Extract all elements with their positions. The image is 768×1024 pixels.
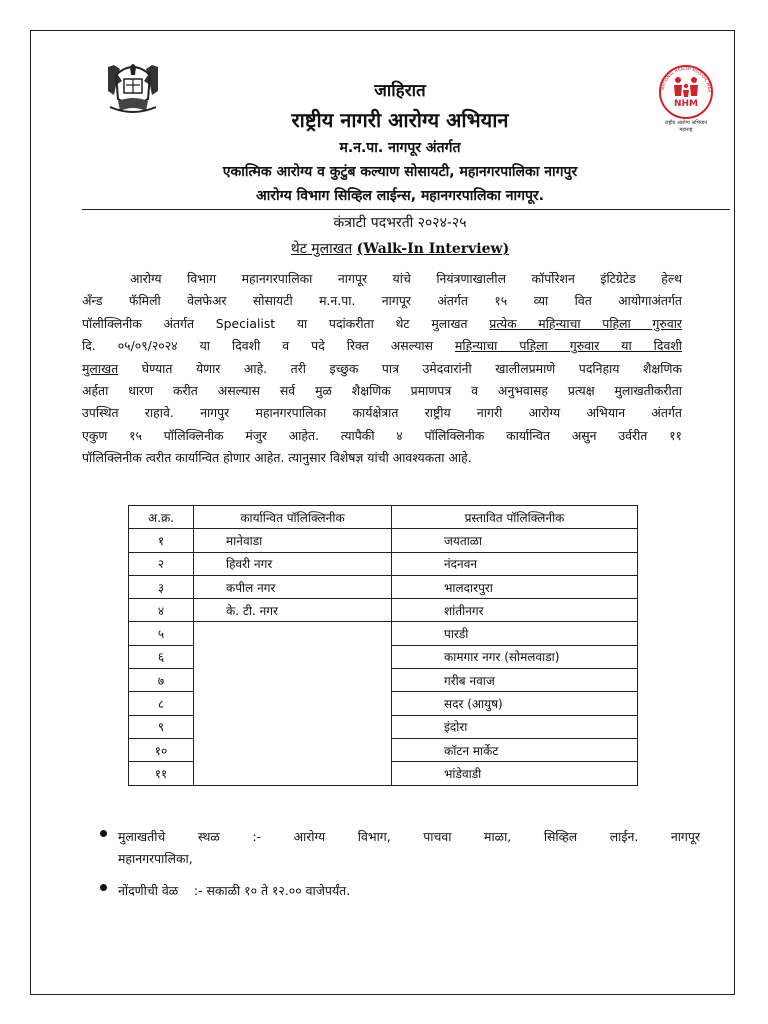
table-cell: इंदोरा [392,715,638,738]
table-cell: सदर (आयुष) [392,692,638,715]
interview-title-en: (Walk-In Interview) [356,241,510,257]
table-cell: ३ [129,575,194,598]
table-row [129,552,638,575]
bullet-line: नोंदणीची वेळ :- सकाळी १० ते १२.०० वाजेपर्यंत. [118,883,351,898]
bullet-dot-icon [100,884,107,891]
bullet-dot-icon [100,830,107,837]
body-text: पॉलीक्लिनीक अंतर्गत Specialist या पदांकरीता थेट मुलाखत [82,315,490,331]
table-cell: मानेवाडा [194,529,392,552]
table-cell: ७ [129,669,194,692]
table-cell: हिवरी नगर [194,552,392,575]
body-text: दि. ०५/०९/२०२४ या दिवशी व पदे रिक्त असल्यास [82,338,456,354]
interview-title-mr: थेट मुलाखत [290,241,353,257]
table-cell: भालदारपुरा [392,575,638,598]
table-row [129,575,638,598]
bullet-line: मुलाखतीचे स्थळ :- आरोग्य विभाग, पाचवा माळा, सिव्हिल लाईन. नागपूर [118,829,700,844]
bullet-text [118,880,700,902]
table-row [129,529,638,552]
table-header: कार्यान्वित पॉलिक्लिनीक [194,506,392,529]
bullet-text [118,826,700,870]
nhm-caption-2: महाराष्ट्र [679,127,693,133]
table-cell: कॉटन मार्केट [392,738,638,761]
body-underlined-text: प्रत्येक महिन्याचा पहिला गुरुवार [489,315,682,331]
recruitment-title: कंत्राटी पदभरती २०२४-२५ [333,215,467,231]
nhm-arc-text: NATIONAL HEALTH MISSION, MAH [660,65,713,93]
bullet-line: महानगरपालिका, [118,851,193,866]
society-line: एकात्मिक आरोग्य व कुटुंब कल्याण सोसायटी, महानगरपालिका नागपुर [222,164,578,180]
body-line: एकुण १५ पॉलिक्लिनीक मंजुर आहेत. त्यापैकी ४ पॉलिक्लिनीक कार्यान्वित असुन उर्वरीत ११ [82,427,682,443]
nhm-text: NHM [673,99,699,109]
table-cell: गरीब नवाज [392,669,638,692]
header-divider [82,209,730,210]
table-cell: ४ [129,599,194,622]
table-cell: शांतीनगर [392,599,638,622]
under-line: म.न.पा. नागपूर अंतर्गत [339,140,461,156]
table-cell: भांडेवाडी [392,762,638,785]
table-cell: ५ [129,622,194,645]
body-underlined-text: महिन्याचा पहिला गुरुवार या दिवशी [455,338,682,354]
nhm-caption: राष्ट्रीय आरोग्य अभियान [665,120,707,126]
body-line: उपस्थित राहावे. नागपुर महानगरपालिका कार्यक्षेत्रात राष्ट्रीय नागरी आरोग्य अभियान अंतर्गत [82,405,682,421]
table-row [129,622,638,645]
nhm-logo [650,60,722,140]
interview-title [150,239,650,258]
body-line [82,313,682,335]
table-header: अ.क्र. [129,506,194,529]
body-line: अँन्ड फॅमिली वेलफेअर सोसायटी म.न.पा. नागपूर अंतर्गत १५ व्या वित आयोगाअंतर्गत [82,293,682,309]
polyclinic-table [128,505,638,786]
table-cell: के. टी. नगर [194,599,392,622]
table-cell: जयताळा [392,529,638,552]
body-underlined-text: मुलाखत [82,360,119,376]
table-cell: ९ [129,715,194,738]
table-cell: कामगार नगर (सोमलवाडा) [392,645,638,668]
table-cell: १० [129,738,194,761]
body-line: पॉलिक्लिनीक त्वरीत कार्यान्वित होणार आहेत. त्यानुसार विशेषज्ञ यांची आवश्यकता आहे. [82,450,472,466]
table-header-row [129,506,638,529]
body-text: घेण्यात येणार आहे. तरी इच्छुक पात्र उमेदवारांनी खालीलप्रमाणे पदनिहाय शैक्षणिक [118,360,682,376]
department-line: आरोग्य विभाग सिव्हिल लाईन्स, महानगरपालिका नागपूर. [256,188,544,204]
body-line [82,358,682,380]
table-cell-merged [194,622,392,785]
table-cell: ११ [129,762,194,785]
table-cell: १ [129,529,194,552]
table-header: प्रस्तावित पॉलिक्लिनीक [392,506,638,529]
body-line: अर्हता धारण करीत असल्यास सर्व मुळ शैक्षणिक प्रमाणपत्र व अनुभवासह प्रत्यक्ष मुलाखतीकरीता [82,382,682,398]
table-cell: ८ [129,692,194,715]
table-cell: कपील नगर [194,575,392,598]
mission-title: राष्ट्रीय नागरी आरोग्य अभियान [291,108,509,132]
body-line [82,335,682,357]
table-row [129,599,638,622]
body-paragraph [82,268,682,470]
body-line: आरोग्य विभाग महानगरपालिका नागपूर यांचे नियंत्रणाखालील कॉर्पोरेशन इंटिग्रेटेड हेल्थ [130,271,682,286]
notice-title: जाहिरात [374,81,426,101]
table-cell: नंदनवन [392,552,638,575]
table-cell: ६ [129,645,194,668]
table-cell: पारडी [392,622,638,645]
table-cell: २ [129,552,194,575]
